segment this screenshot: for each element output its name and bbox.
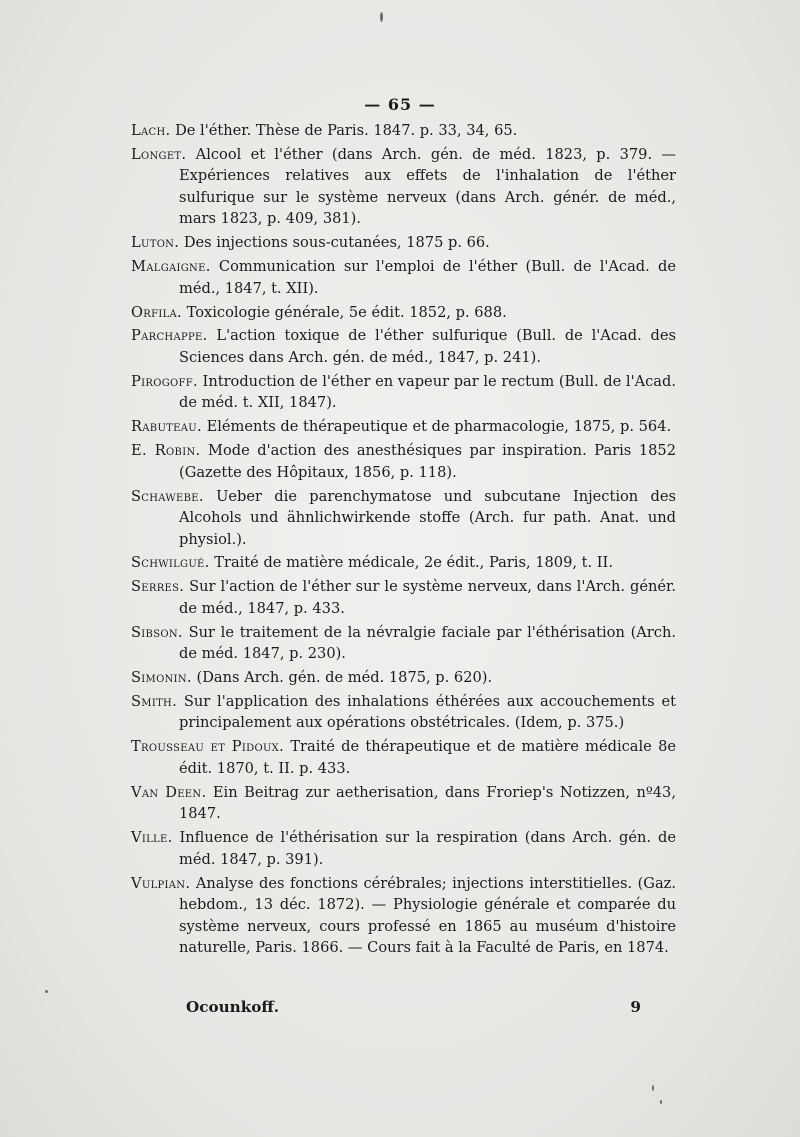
entry-author: Van Deen. (131, 783, 207, 801)
bibliography-entry (131, 325, 676, 368)
bibliography-entry (131, 691, 676, 734)
bibliography-entry (131, 782, 676, 825)
bibliography-entry (131, 256, 676, 299)
entry-text: Ein Beitrag zur aetherisation, dans Froriep's Notizzen, nº43, 1847. (179, 783, 676, 823)
entry-text: Communication sur l'emploi de l'éther (Bull. de l'Acad. de méd., 1847, t. XII). (179, 258, 676, 297)
entry-text: Mode d'action des anesthésiques par inspiration. Paris 1852 (Gazette des Hôpitaux, 1856, p. 118). (179, 442, 676, 481)
entry-author: Simonin. (131, 669, 192, 687)
bibliography-entry (131, 144, 676, 230)
author-signature: Ocounkoff. (186, 998, 280, 1016)
entry-author: Longet. (131, 145, 187, 163)
bibliography-entry (131, 302, 676, 324)
bibliography-entry (131, 486, 676, 551)
entry-author: Malgaigne. (131, 258, 211, 276)
page-number: — 65 — (364, 95, 436, 114)
bibliography-entry (131, 622, 676, 665)
paper-speck (652, 1085, 654, 1091)
entry-author: Parchappe. (131, 327, 208, 345)
bibliography-entry (131, 736, 676, 779)
bibliography-entry (131, 576, 676, 619)
entry-author: Schawebe. (131, 487, 204, 505)
entry-text: Traité de matière médicale, 2e édit., Paris, 1809, t. II. (209, 554, 613, 572)
page-footer (186, 998, 641, 1016)
entry-text: Alcool et l'éther (dans Arch. gén. de méd. 1823, p. 379. — Expériences relatives aux effets de l'inhalation de l'éther sulfurique sur le système nerveux (dans Arch. génér. de méd., mars 1823, p. 409, 381). (179, 145, 676, 228)
bibliography-entry (131, 440, 676, 483)
bibliography-entry (131, 827, 676, 870)
entry-author: Ville. (131, 829, 173, 847)
entry-author: Luton. (131, 234, 180, 252)
bibliography-entry (131, 552, 676, 574)
bibliography-entry (131, 120, 676, 142)
entry-author: Pirogoff. (131, 372, 198, 390)
entry-text: Sur l'application des inhalations éthérées aux accouchements et principalement aux opérations obstétricales. (Idem, p. 375.) (177, 692, 676, 732)
entry-author: Smith. (131, 692, 178, 710)
entry-text: Analyse des fonctions cérébrales; injections interstitielles. (Gaz. hebdom., 13 déc. 1872). — Physiologie générale et comparée du système nerveux, cours professé en 1865 au muséum d'histoire naturelle, Paris. 1866. — Cours fait à la Faculté de Paris, en 1874. (179, 874, 676, 957)
entry-author: Sibson. (131, 623, 183, 641)
signature-mark: 9 (630, 998, 641, 1016)
entry-text: L'action toxique de l'éther sulfurique (Bull. de l'Acad. des Sciences dans Arch. gén. de méd., 1847, p. 241). (179, 327, 676, 366)
paper-speck (45, 990, 48, 993)
entry-author: E. Robin. (131, 442, 201, 460)
bibliography-entry (131, 232, 676, 254)
entry-author: Rabuteau. (131, 418, 202, 436)
bibliography-entry (131, 667, 676, 689)
entry-text: Eléments de thérapeutique et de pharmacologie, 1875, p. 564. (201, 418, 672, 436)
bibliography-entry (131, 416, 676, 438)
entry-author: Lach. (131, 122, 171, 139)
entry-text: Introduction de l'éther en vapeur par le rectum (Bull. de l'Acad. de méd. t. XII, 1847). (179, 372, 676, 412)
entry-text: Des injections sous-cutanées, 1875 p. 66. (179, 234, 490, 252)
bibliography-list (131, 120, 676, 961)
bibliography-entry (131, 371, 676, 414)
entry-author: Serres. (131, 578, 185, 596)
entry-text: Ueber die parenchymatose und subcutane Injection des Alcohols und ähnlichwirkende stoffe (Arch. fur path. Anat. und physiol.). (179, 487, 676, 548)
entry-text: Influence de l'éthérisation sur la respiration (dans Arch. gén. de méd. 1847, p. 391). (172, 829, 676, 868)
paper-speck (380, 12, 383, 22)
entry-author: Trousseau et Pidoux. (131, 738, 285, 756)
entry-text: Sur le traitement de la névralgie faciale par l'éthérisation (Arch. de méd. 1847, p. 230). (179, 623, 676, 663)
bibliography-entry (131, 873, 676, 959)
entry-text: Sur l'action de l'éther sur le système nerveux, dans l'Arch. génér. de méd., 1847, p. 433. (179, 578, 676, 617)
entry-text: (Dans Arch. gén. de méd. 1875, p. 620). (191, 669, 493, 687)
entry-text: Toxicologie générale, 5e édit. 1852, p. 688. (181, 303, 507, 321)
paper-speck (660, 1100, 662, 1104)
entry-author: Orfila. (131, 303, 182, 321)
entry-author: Vulpian. (131, 874, 191, 892)
entry-author: Schwilgué. (131, 554, 210, 572)
entry-text: De l'éther. Thèse de Paris. 1847. p. 33, 34, 65. (170, 122, 518, 139)
entry-text: Traité de thérapeutique et de matière médicale 8e édit. 1870, t. II. p. 433. (179, 738, 676, 777)
